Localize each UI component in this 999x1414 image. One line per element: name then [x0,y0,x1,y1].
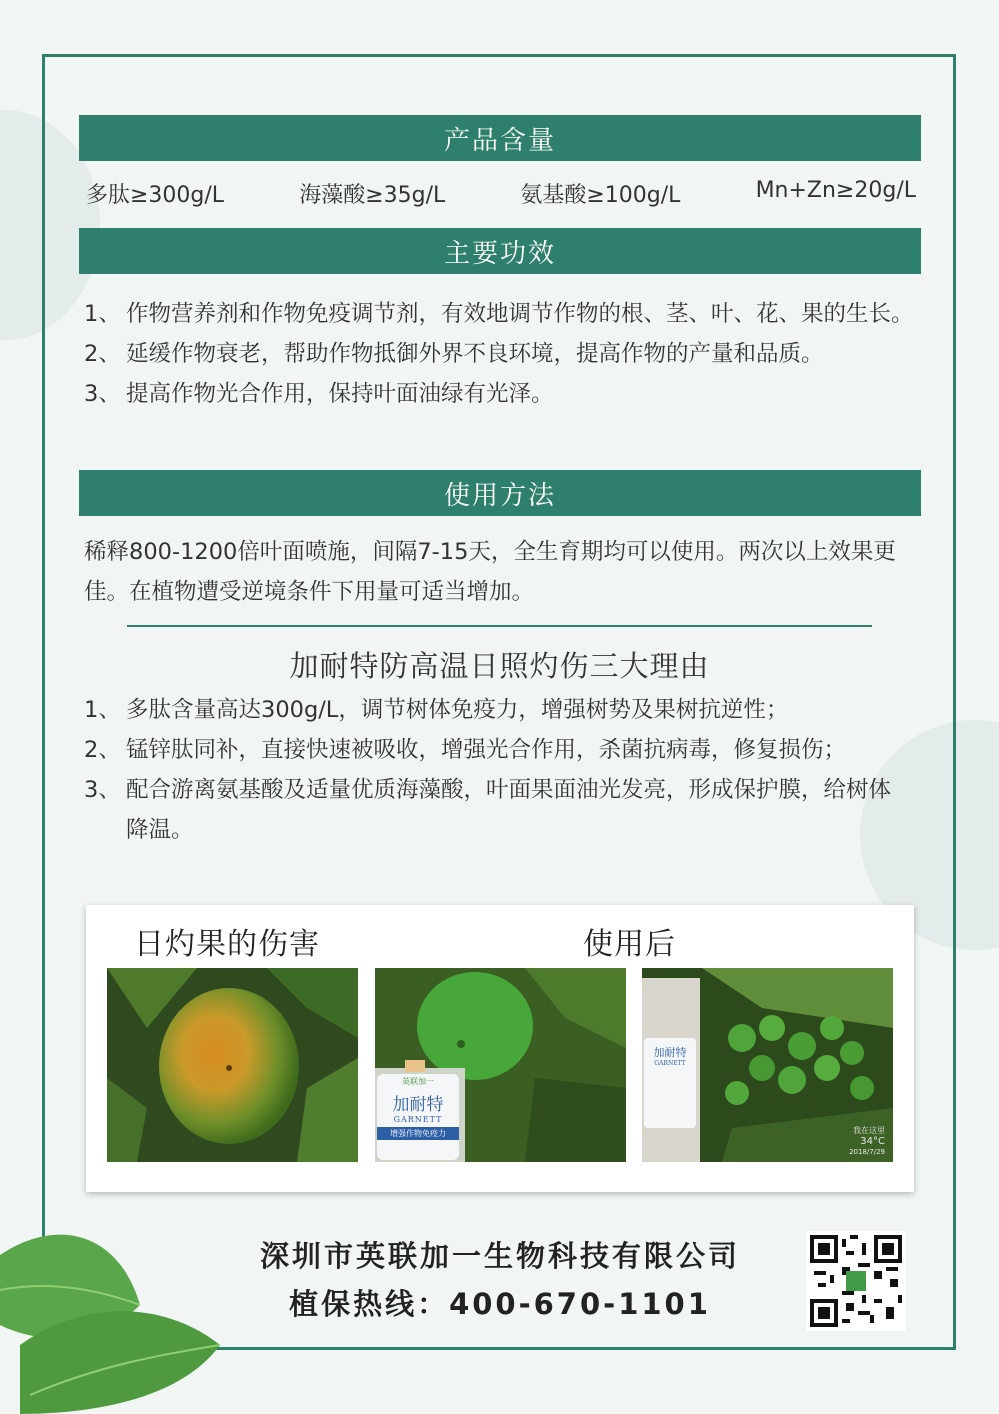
section-title-usage: 使用方法 [443,480,556,511]
bottle-label [377,1074,459,1160]
effects-item [84,294,916,334]
section-title-effects: 主要功效 [443,238,556,269]
bottle-label-2 [644,1038,696,1128]
item-number: 1、 [84,301,121,327]
content-item-amino-acid: 氨基酸≥100g/L [520,183,681,208]
bottle-band: 增强作物免疫力 [377,1127,459,1140]
reasons-item [84,770,909,850]
before-label: 日灼果的伤害 [134,927,320,962]
section-header-content [79,115,921,161]
effects-item [84,334,934,374]
leaf-decoration [0,1195,240,1414]
effects-list [84,294,934,414]
item-number: 1、 [84,697,121,723]
reasons-list [84,690,909,850]
bottle-brand-2: 加耐特 [653,1046,687,1059]
section-header-usage [79,470,921,516]
content-item-alginic-acid: 海藻酸≥35g/L [299,183,446,208]
qr-code-icon [810,1235,902,1327]
item-number: 2、 [84,341,121,367]
bottle-brand: 加耐特 [392,1095,444,1115]
orchard-photo [642,968,893,1162]
after-label: 使用后 [583,927,676,962]
item-text: 锰锌肽同补，直接快速被吸收，增强光合作用，杀菌抗病毒，修复损伤； [126,737,847,763]
item-text: 多肽含量高达300g/L，调节树体免疫力，增强树势及果树抗逆性； [126,697,789,723]
section-divider [127,625,872,627]
reasons-item [84,690,909,730]
reasons-title: 加耐特防高温日照灼伤三大理由 [289,649,710,683]
item-number: 3、 [84,777,121,803]
bottle-sub: GARNETT [393,1115,443,1124]
effects-item [84,374,934,414]
bottle-sub-2: GARNETT [654,1060,686,1067]
item-number: 2、 [84,737,121,763]
item-number: 3、 [84,381,121,407]
photo-panel [86,905,914,1192]
section-header-effects [79,228,921,274]
company-name: 深圳市英联加一生物科技有限公司 [259,1239,740,1273]
sunburn-fruit-photo [107,968,358,1162]
section-title-content: 产品含量 [443,125,556,156]
watermark-title: 我在这里 [853,1126,885,1135]
item-text: 作物营养剂和作物免疫调节剂，有效地调节作物的根、茎、叶、花、果的生长。 [126,301,914,327]
item-text: 配合游离氨基酸及适量优质海藻酸，叶面果面油光发亮，形成保护膜，给树体降温。 [126,777,892,843]
content-list [86,178,916,209]
photo-watermark [849,1125,885,1158]
reasons-item [84,730,909,770]
usage-text: 稀释800-1200倍叶面喷施，间隔7-15天，全生育期均可以使用。两次以上效果更佳。在植物遭受逆境条件下用量可适当增加。 [84,539,896,605]
item-text: 延缓作物衰老，帮助作物抵御外界不良环境，提高作物的产量和品质。 [126,341,824,367]
treated-fruit-photo [375,968,626,1162]
qr-code[interactable] [806,1231,906,1331]
watermark-temp: 34°C [860,1136,885,1147]
hotline[interactable]: 植保热线：400-670-1101 [289,1287,711,1321]
bottle-top-text: 英联加一 [402,1077,434,1086]
watermark-date: 2018/7/29 [849,1148,885,1156]
item-text: 提高作物光合作用，保持叶面油绿有光泽。 [126,381,554,407]
content-item-mn-zn: Mn+Zn≥20g/L [755,178,916,203]
content-item-peptide: 多肽≥300g/L [86,183,225,208]
